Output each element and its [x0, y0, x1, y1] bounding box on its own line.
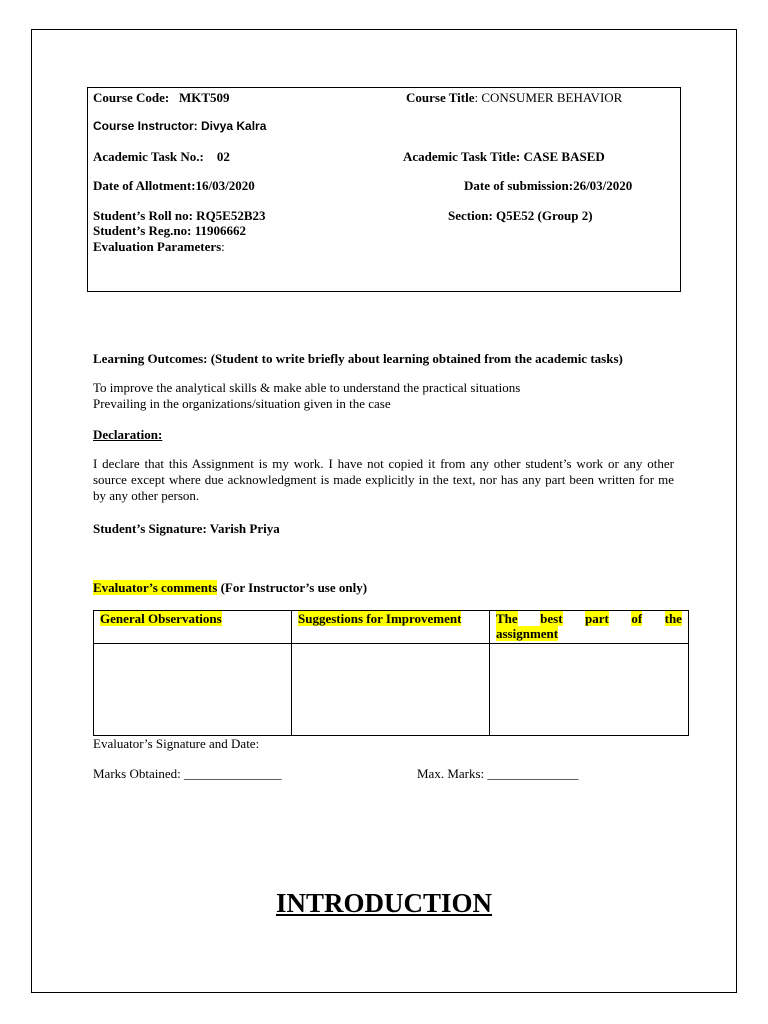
best-part-word-2: best: [540, 611, 563, 626]
section: Section: Q5E52 (Group 2): [448, 208, 593, 223]
date-of-allotment: Date of Allotment:16/03/2020: [93, 178, 255, 193]
best-part-word-4: of: [631, 611, 643, 626]
task-no-value: 02: [216, 149, 230, 164]
evaluator-comments-label: Evaluator’s comments: [93, 580, 218, 595]
learning-outcome-line-1: To improve the analytical skills & make able to understand the practical situations: [93, 380, 521, 395]
evaluation-table-body-row: [94, 644, 689, 736]
introduction-heading: INTRODUCTION: [275, 888, 493, 918]
evaluator-comments-note: (For Instructor’s use only): [217, 580, 368, 595]
course-code: [93, 90, 230, 105]
best-part-word-5: the: [664, 611, 682, 626]
general-observations-header: [94, 611, 292, 644]
best-part-header: [490, 611, 689, 644]
academic-task-no: [93, 149, 230, 164]
evaluation-colon: :: [221, 239, 225, 254]
best-part-word-1: The: [496, 611, 518, 626]
declaration-heading: Declaration:: [93, 427, 163, 442]
best-part-word-3: part: [585, 611, 609, 626]
task-no-label: Academic Task No.:: [93, 149, 204, 164]
evaluation-table: [93, 610, 689, 736]
course-instructor: Course Instructor: Divya Kalra: [93, 119, 267, 133]
max-marks: Max. Marks: ______________: [417, 766, 579, 781]
evaluation-parameters: [93, 239, 225, 254]
evaluator-comments-heading: [93, 580, 367, 595]
academic-task-title: Academic Task Title: CASE BASED: [403, 149, 605, 164]
student-signature: Student’s Signature: Varish Priya: [93, 521, 280, 536]
best-part-line-2: assignment: [496, 626, 559, 641]
best-part-cell: [490, 644, 689, 736]
course-title: [406, 90, 622, 105]
declaration-text: I declare that this Assignment is my work. I have not copied it from any other student’s work or any other source except where due acknowledgment is made explicitly in the text, nor has any part been written for me by any other person.: [93, 456, 674, 503]
best-part-line-1: [496, 611, 682, 626]
course-code-label: Course Code:: [93, 90, 170, 105]
course-code-value: MKT509: [178, 90, 230, 105]
student-reg-no: Student’s Reg.no: 11906662: [93, 223, 247, 238]
learning-outcome-line-2: Prevailing in the organizations/situation given in the case: [93, 396, 391, 411]
evaluator-signature-date: Evaluator’s Signature and Date:: [93, 736, 260, 751]
learning-outcomes-heading: Learning Outcomes: (Student to write briefly about learning obtained from the academic tasks): [93, 351, 623, 366]
evaluation-label: Evaluation Parameters: [93, 239, 222, 254]
suggestions-cell: [292, 644, 490, 736]
suggestions-header: [292, 611, 490, 644]
general-observations-cell: [94, 644, 292, 736]
course-title-label: Course Title: [406, 90, 475, 105]
general-observations-label: General Observations: [100, 611, 222, 626]
date-of-submission: Date of submission:26/03/2020: [464, 178, 633, 193]
marks-obtained: Marks Obtained: _______________: [93, 766, 282, 781]
course-title-value: : CONSUMER BEHAVIOR: [474, 90, 623, 105]
suggestions-label: Suggestions for Improvement: [298, 611, 462, 626]
student-roll-no: Student’s Roll no: RQ5E52B23: [93, 208, 266, 223]
evaluation-table-header-row: [94, 611, 689, 644]
